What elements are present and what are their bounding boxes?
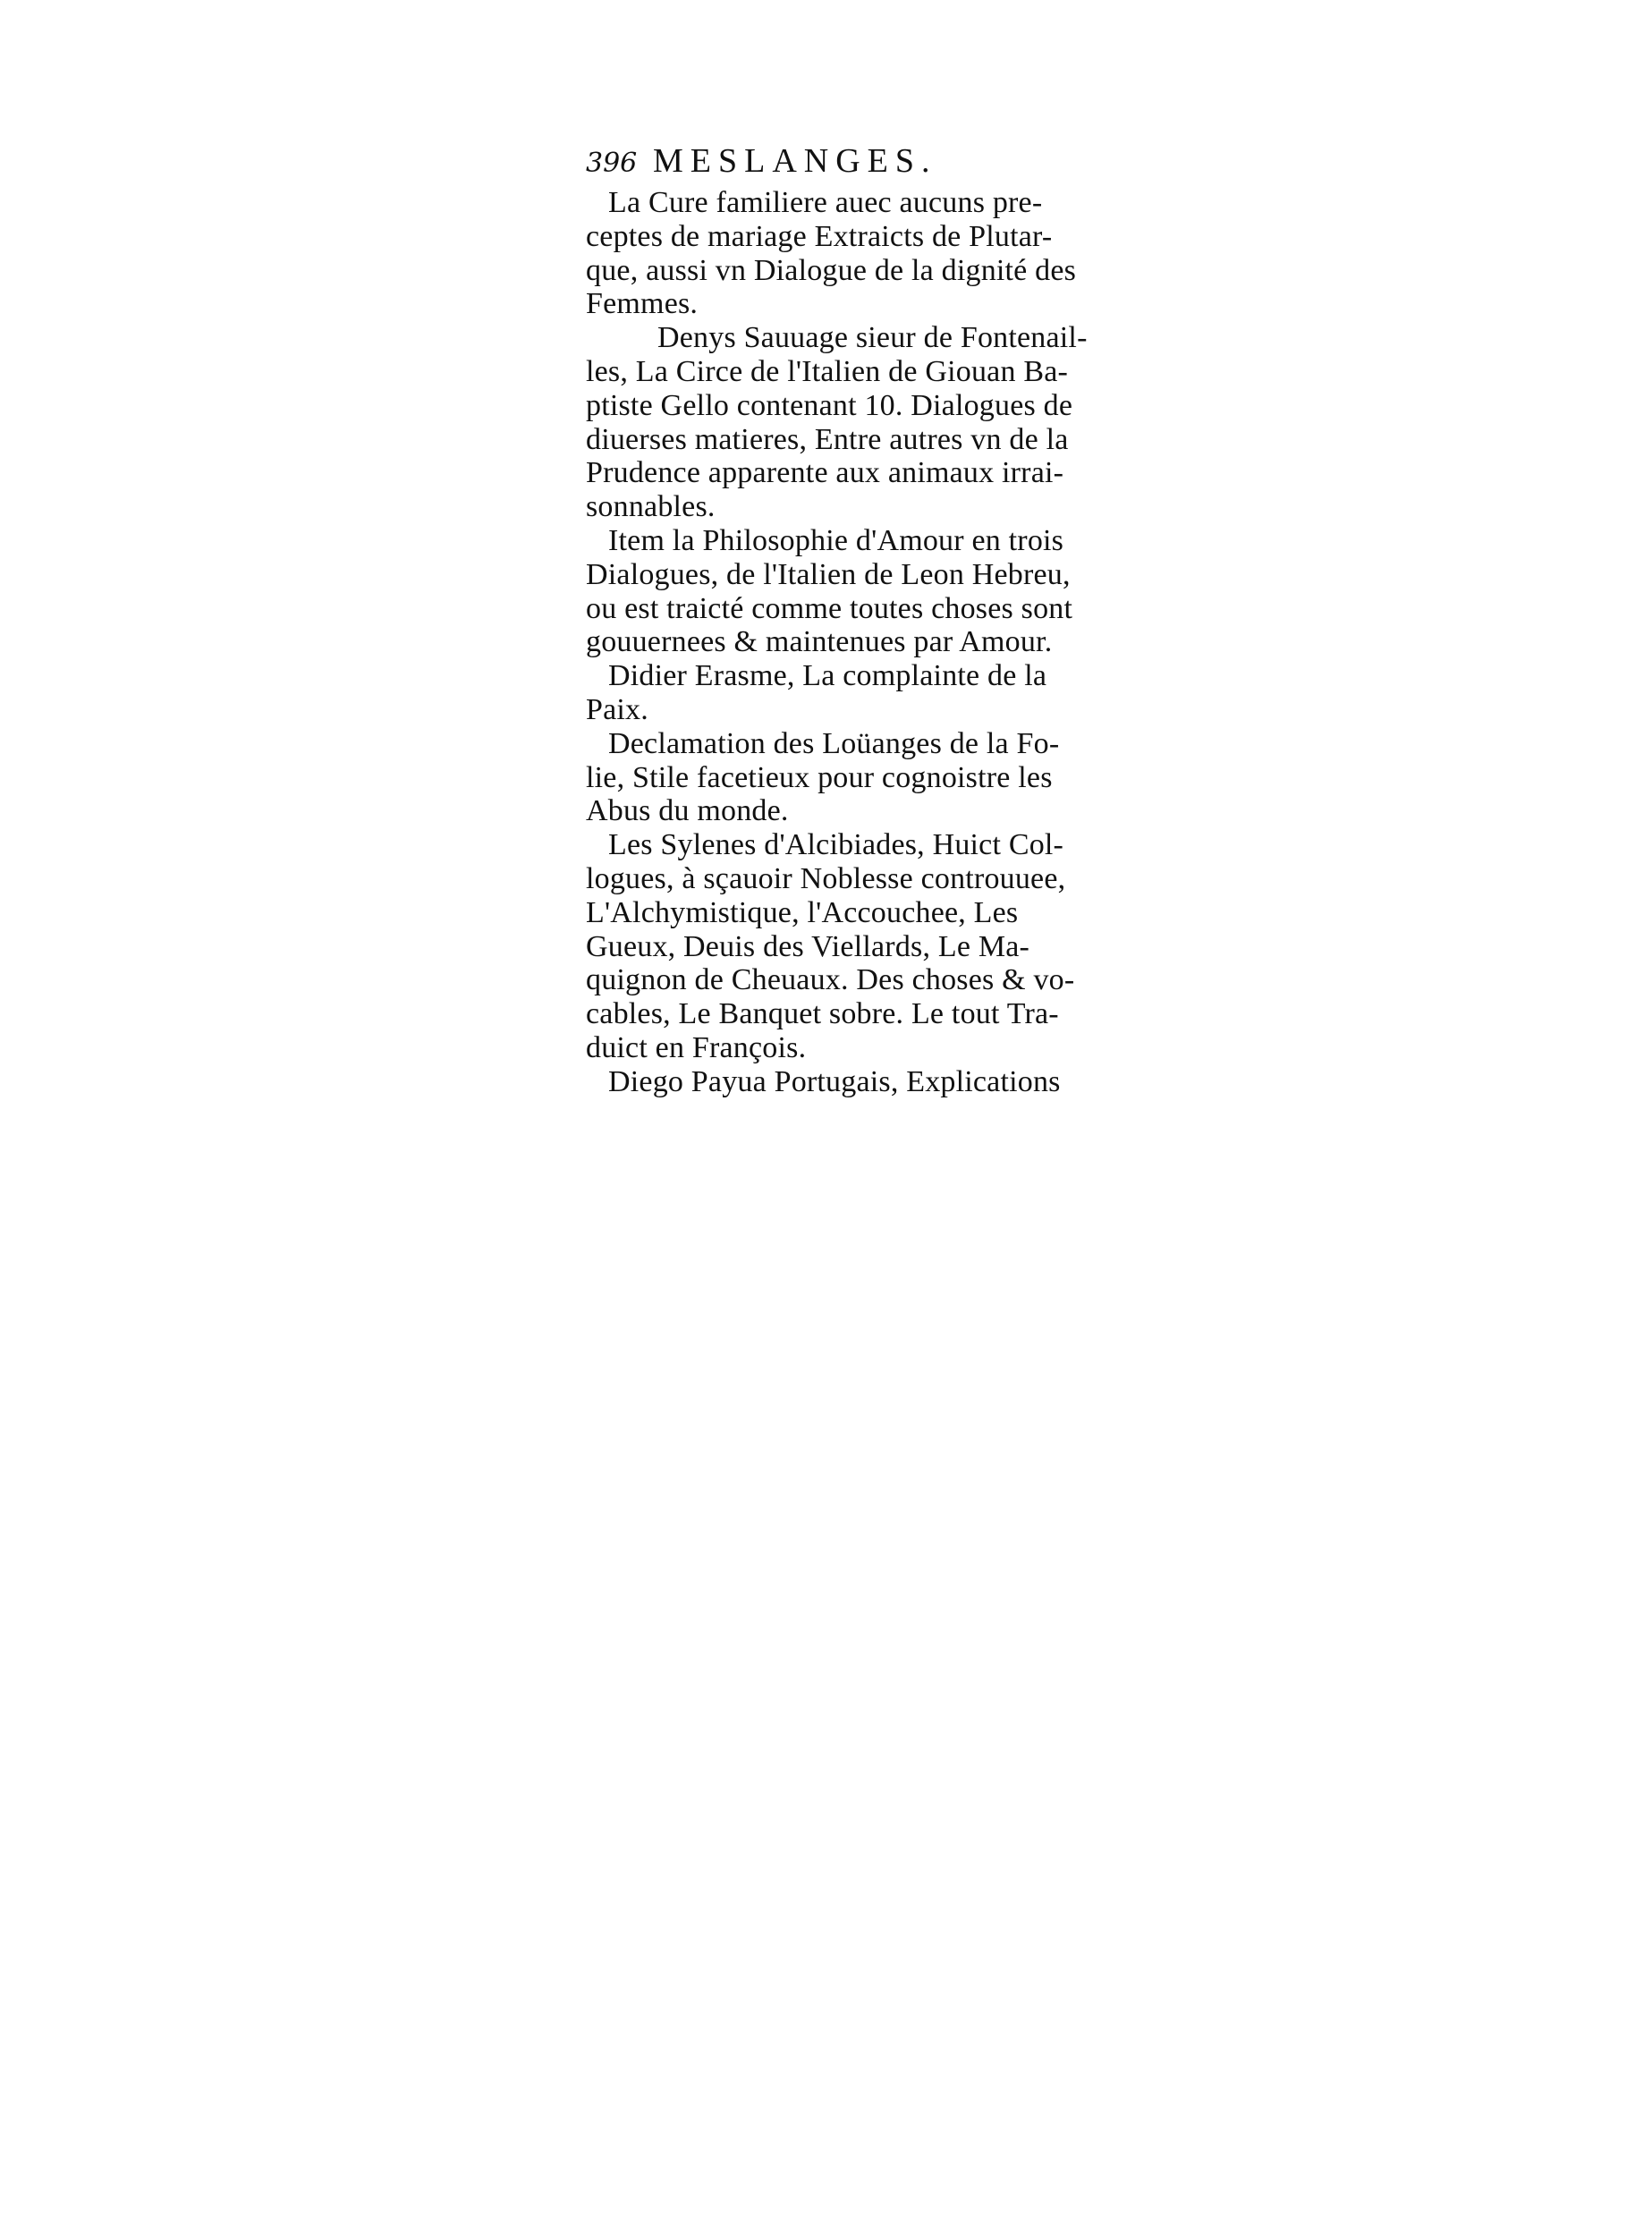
text-line: Les Sylenes d'Alcibiades, Huict Col- xyxy=(608,828,1064,862)
text-line: quignon de Cheuaux. Des choses & vo- xyxy=(586,963,1075,997)
text-line: Didier Erasme, La complainte de la xyxy=(608,659,1047,693)
text-line: duict en François. xyxy=(586,1030,807,1064)
text-line: ceptes de mariage Extraicts de Plutar- xyxy=(586,219,1053,253)
text-line: Denys Sauuage sieur de Fontenail- xyxy=(657,321,1088,355)
text-line: que, aussi vn Dialogue de la dignité des xyxy=(586,253,1077,287)
text-line: gouuernees & maintenues par Amour. xyxy=(586,625,1053,659)
text-line: Gueux, Deuis des Viellards, Le Ma- xyxy=(586,929,1030,963)
text-line: logues, à sçauoir Noblesse controuuee, xyxy=(586,861,1066,895)
text-line: les, La Circe de l'Italien de Giouan Ba- xyxy=(586,354,1069,388)
text-line: Prudence apparente aux animaux irrai- xyxy=(586,456,1064,490)
text-line: cables, Le Banquet sobre. Le tout Tra- xyxy=(586,997,1059,1031)
text-line: sonnables. xyxy=(586,490,716,524)
text-line: Abus du monde. xyxy=(586,794,789,828)
text-line: diuerses matieres, Entre autres vn de la xyxy=(586,422,1069,456)
text-line: Femmes. xyxy=(586,287,699,321)
text-line: ou est traicté comme toutes choses sont xyxy=(586,591,1073,625)
running-head xyxy=(586,141,1114,184)
text-line: lie, Stile facetieux pour cognoistre les xyxy=(586,760,1053,794)
running-title: MESLANGES. xyxy=(653,142,937,180)
text-line: ptiste Gello contenant 10. Dialogues de xyxy=(586,388,1073,422)
text-line: Paix. xyxy=(586,692,648,726)
page-number: 396 xyxy=(586,148,638,179)
text-line: La Cure familiere auec aucuns pre- xyxy=(608,186,1043,219)
text-line: L'Alchymistique, l'Accouchee, Les xyxy=(586,895,1019,929)
text-line: Diego Payua Portugais, Explications xyxy=(608,1064,1061,1098)
text-block xyxy=(586,141,1114,1099)
text-line: Dialogues, de l'Italien de Leon Hebreu, xyxy=(586,557,1071,591)
text-line: Item la Philosophie d'Amour en trois xyxy=(608,523,1064,557)
text-line: Declamation des Loüanges de la Fo- xyxy=(608,726,1060,760)
